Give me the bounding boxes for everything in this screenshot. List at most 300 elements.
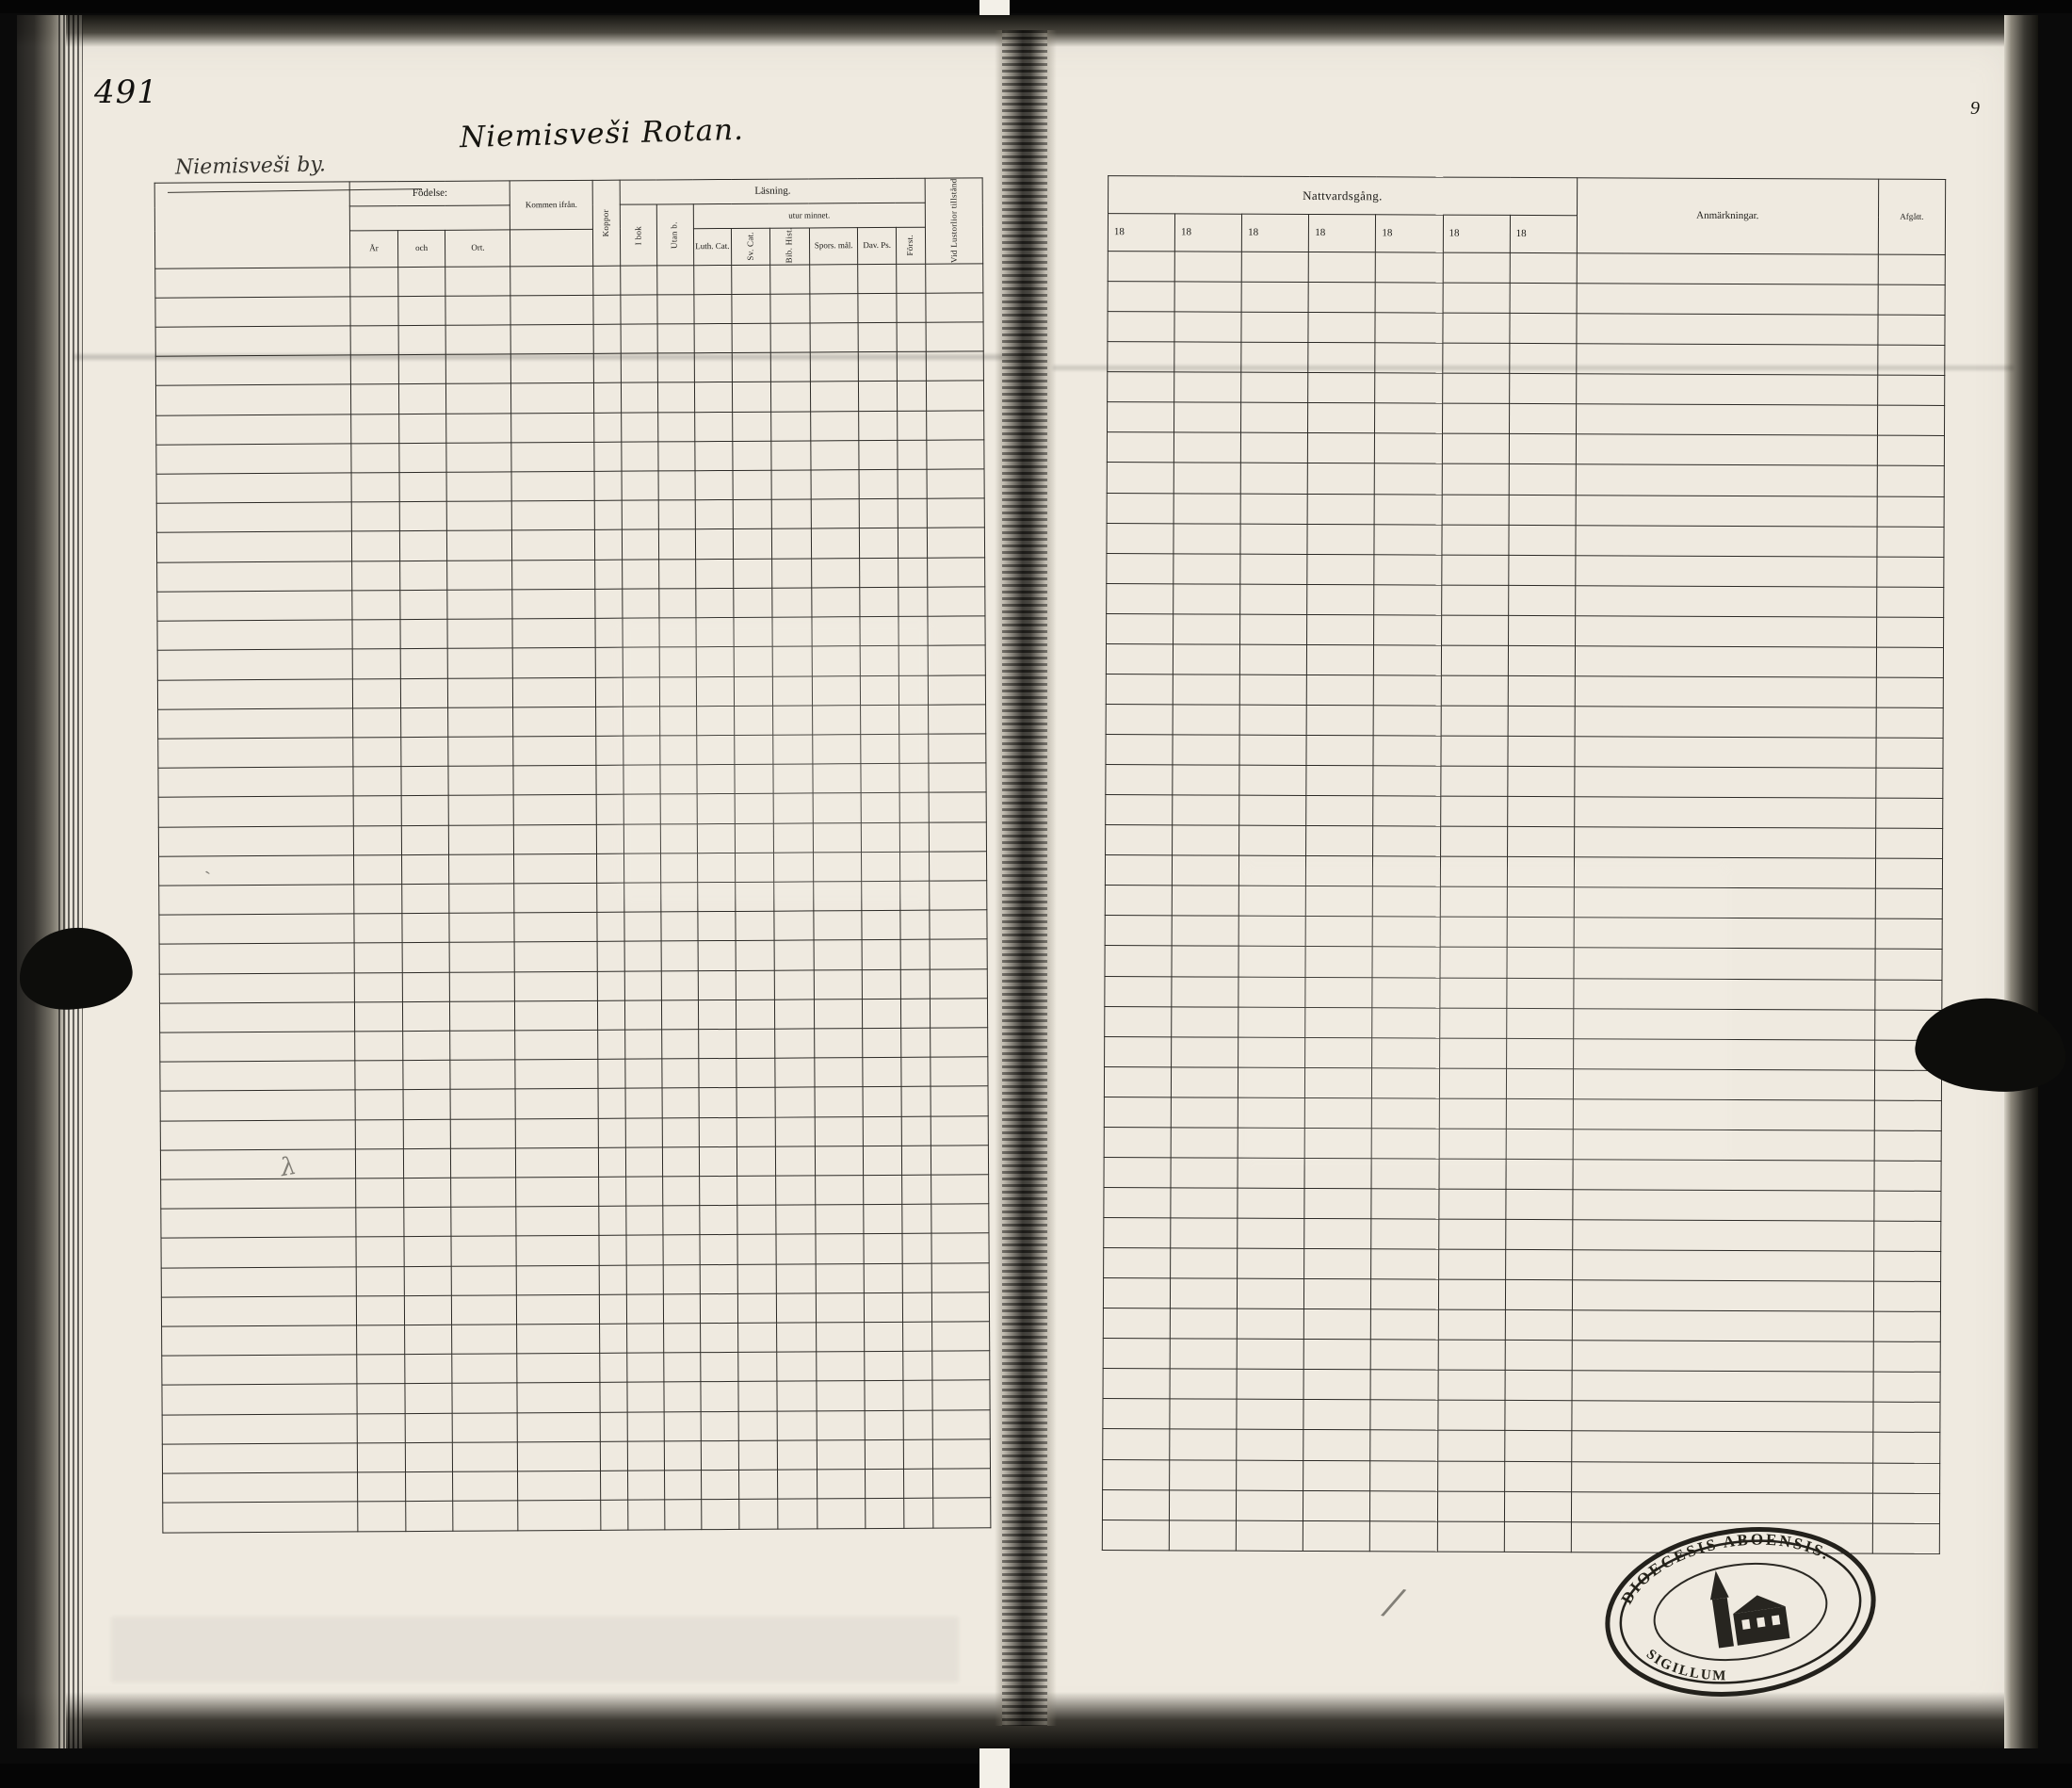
table-cell: [1370, 1430, 1437, 1460]
table-cell: [1104, 1187, 1171, 1217]
table-cell: [449, 824, 514, 854]
table-cell: [659, 589, 696, 618]
table-cell: [1572, 1431, 1873, 1462]
table-cell: [860, 587, 898, 616]
table-cell: [1374, 706, 1441, 736]
table-cell: [736, 941, 774, 970]
table-cell: [350, 326, 398, 356]
table-cell: [1237, 1369, 1303, 1399]
table-cell: [158, 708, 353, 739]
table-cell: [901, 1146, 931, 1175]
table-cell: [657, 324, 694, 353]
table-cell: [513, 707, 596, 737]
table-cell: [1375, 373, 1442, 403]
table-cell: [738, 1323, 777, 1352]
table-cell: [732, 265, 770, 294]
table-cell: [699, 1088, 737, 1117]
table-cell: [1103, 1429, 1170, 1459]
table-cell: [933, 1498, 991, 1528]
table-cell: [700, 1353, 738, 1382]
table-cell: [1240, 554, 1307, 584]
table-row: [1103, 1459, 1940, 1493]
table-cell: [1876, 768, 1943, 798]
table-cell: [1577, 284, 1878, 315]
table-cell: [865, 1292, 903, 1322]
table-cell: [403, 1148, 451, 1178]
table-cell: [929, 763, 986, 793]
table-cell: [356, 1178, 404, 1209]
table-cell: [1171, 1158, 1238, 1188]
table-cell: [621, 266, 657, 295]
table-cell: [700, 1323, 738, 1352]
table-cell: [933, 1469, 991, 1499]
table-cell: [155, 297, 350, 327]
table-cell: [698, 941, 737, 970]
table-cell: [516, 1177, 599, 1207]
table-cell: [403, 1178, 451, 1208]
table-cell: [400, 649, 448, 679]
table-cell: [665, 1500, 702, 1530]
table-cell: [902, 1234, 931, 1263]
table-cell: [1241, 282, 1308, 312]
table-cell: [816, 1234, 865, 1264]
table-cell: [1576, 464, 1877, 496]
table-cell: [1173, 765, 1239, 795]
table-cell: [662, 1117, 699, 1146]
table-cell: [511, 442, 594, 472]
table-cell: [353, 767, 401, 797]
table-cell: [453, 1442, 518, 1472]
table-cell: [1108, 312, 1174, 342]
table-cell: [1240, 494, 1307, 524]
table-cell: [775, 1116, 816, 1146]
table-cell: [860, 499, 898, 528]
table-cell: [1375, 403, 1442, 433]
table-cell: [864, 1205, 902, 1234]
table-cell: [1237, 1400, 1303, 1430]
table-cell: [1170, 1459, 1237, 1489]
table-cell: [405, 1413, 453, 1443]
table-cell: [1107, 493, 1174, 523]
table-cell: [158, 767, 353, 797]
table-cell: [354, 943, 402, 973]
table-cell: [737, 1264, 776, 1293]
table-cell: [448, 737, 513, 767]
table-cell: [518, 1501, 601, 1531]
table-cell: [814, 911, 863, 941]
table-cell: [1576, 404, 1877, 435]
table-cell: [770, 323, 811, 352]
table-cell: [1874, 1130, 1941, 1161]
table-cell: [865, 1322, 903, 1351]
table-cell: [1873, 1402, 1940, 1432]
table-cell: [1174, 372, 1241, 402]
table-cell: [163, 1472, 358, 1503]
table-cell: [1108, 372, 1174, 402]
table-cell: [155, 326, 350, 356]
table-cell: [1876, 798, 1943, 828]
table-cell: [1438, 1219, 1505, 1249]
table-cell: [155, 384, 350, 414]
table-cell: [928, 558, 985, 588]
table-cell: [510, 295, 593, 325]
table-cell: [663, 1324, 700, 1353]
table-cell: [623, 589, 659, 618]
table-cell: [600, 1383, 628, 1412]
table-cell: [1374, 615, 1441, 645]
table-row: [1108, 252, 1945, 285]
table-cell: [734, 559, 772, 588]
table-cell: [1170, 1399, 1237, 1429]
table-row: [1106, 704, 1943, 738]
table-cell: [1104, 1218, 1171, 1248]
table-cell: [866, 1410, 904, 1439]
table-row: [1103, 1399, 1940, 1433]
table-cell: [663, 1206, 700, 1235]
table-cell: [512, 618, 595, 648]
table-cell: [400, 707, 448, 738]
table-cell: [450, 1060, 515, 1090]
table-cell: [1443, 283, 1510, 313]
table-cell: [863, 1058, 901, 1087]
table-cell: [1107, 523, 1174, 553]
table-cell: [657, 295, 694, 324]
table-cell: [448, 795, 513, 825]
table-cell: [1174, 432, 1240, 463]
table-cell: [927, 469, 984, 499]
table-cell: [513, 648, 596, 678]
table-cell: [695, 471, 734, 500]
table-cell: [777, 1470, 817, 1499]
table-cell: [1102, 1489, 1169, 1520]
table-cell: [451, 1148, 516, 1178]
table-cell: [1874, 1221, 1941, 1251]
table-cell: [860, 528, 898, 558]
table-cell: [1107, 402, 1174, 432]
table-cell: [400, 590, 448, 620]
table-cell: [1172, 1036, 1238, 1066]
table-cell: [1303, 1520, 1370, 1552]
table-cell: [898, 558, 927, 587]
table-cell: [737, 1176, 776, 1205]
table-cell: [451, 1178, 516, 1208]
table-cell: [156, 531, 351, 561]
table-cell: [1172, 976, 1238, 1006]
table-cell: [859, 382, 898, 411]
table-cell: [1577, 314, 1878, 345]
table-cell: [866, 1499, 904, 1529]
table-cell: [1106, 674, 1173, 704]
table-cell: [514, 853, 597, 884]
table-cell: [401, 884, 449, 914]
table-cell: [931, 1175, 989, 1205]
table-cell: [597, 912, 625, 941]
table-cell: [452, 1383, 517, 1413]
table-cell: [353, 796, 401, 826]
table-cell: [1576, 495, 1877, 526]
archive-stamp: [1588, 1504, 1893, 1720]
table-cell: [157, 678, 352, 708]
table-cell: [598, 1089, 626, 1118]
table-cell: [699, 1206, 737, 1235]
table-cell: [931, 1028, 988, 1058]
table-cell: [658, 412, 695, 441]
table-cell: [1307, 584, 1374, 614]
table-cell: [448, 707, 513, 738]
table-cell: [622, 500, 658, 529]
table-cell: [658, 500, 695, 529]
table-cell: [400, 619, 448, 649]
table-row: [1103, 1278, 1940, 1312]
table-cell: [624, 912, 661, 941]
table-cell: [1308, 373, 1375, 403]
table-cell: [1373, 736, 1440, 766]
table-cell: [516, 1147, 599, 1178]
table-cell: [770, 412, 811, 441]
table-cell: [510, 324, 593, 354]
table-cell: [1103, 1308, 1170, 1339]
table-row: [1108, 282, 1945, 316]
table-cell: [358, 1502, 406, 1532]
table-cell: [1173, 644, 1239, 675]
table-cell: [352, 649, 400, 679]
table-cell: [448, 677, 513, 707]
table-cell: [858, 293, 897, 322]
table-cell: [621, 324, 657, 353]
table-cell: [1173, 825, 1239, 855]
table-cell: [662, 1059, 699, 1088]
table-cell: [1238, 1218, 1304, 1248]
table-cell: [157, 591, 352, 621]
table-cell: [1370, 1460, 1437, 1490]
table-cell: [777, 1411, 817, 1440]
table-cell: [399, 531, 447, 561]
table-cell: [1104, 1157, 1171, 1187]
table-cell: [771, 499, 812, 528]
table-cell: [1442, 464, 1509, 495]
table-cell: [352, 561, 400, 591]
table-cell: [927, 440, 984, 470]
left-head-dav-ps: Dav. Ps.: [858, 227, 897, 264]
table-cell: [1441, 585, 1508, 615]
table-cell: [356, 1295, 404, 1325]
table-cell: [733, 499, 771, 528]
table-cell: [1510, 252, 1577, 283]
table-cell: [155, 355, 350, 385]
table-cell: [1106, 825, 1173, 855]
table-cell: [627, 1411, 664, 1440]
table-cell: [1105, 946, 1172, 976]
table-cell: [662, 1030, 699, 1059]
table-cell: [1171, 1188, 1238, 1218]
table-cell: [397, 267, 445, 297]
table-cell: [1174, 402, 1241, 432]
table-cell: [866, 1439, 904, 1469]
table-cell: [452, 1325, 517, 1355]
table-cell: [512, 589, 595, 619]
table-cell: [1877, 405, 1944, 435]
table-cell: [353, 738, 401, 768]
table-cell: [1441, 675, 1508, 706]
table-cell: [1505, 1310, 1572, 1341]
table-cell: [1441, 525, 1508, 555]
table-cell: [157, 649, 352, 679]
table-cell: [1105, 976, 1172, 1006]
table-cell: [1304, 1279, 1371, 1309]
table-cell: [358, 1472, 406, 1503]
table-cell: [447, 619, 512, 649]
scan-highlight-1: [620, 618, 931, 901]
table-cell: [1238, 1278, 1304, 1308]
table-cell: [401, 766, 449, 796]
scan-highlight-2: [1241, 863, 1731, 1164]
table-cell: [1504, 1521, 1571, 1552]
table-row: [1104, 1187, 1941, 1221]
right-head-communion-group: Nattvardsgång.: [1109, 176, 1578, 216]
table-cell: [623, 560, 659, 589]
table-cell: [1107, 463, 1174, 493]
table-cell: [695, 559, 734, 588]
table-cell: [404, 1295, 452, 1325]
table-cell: [1169, 1520, 1236, 1551]
table-cell: [1104, 1097, 1171, 1127]
table-cell: [628, 1441, 665, 1471]
table-cell: [624, 941, 661, 970]
table-cell: [700, 1235, 738, 1264]
table-cell: [862, 940, 900, 969]
table-cell: [1375, 433, 1442, 463]
table-cell: [1509, 495, 1576, 525]
table-cell: [450, 1031, 515, 1061]
table-cell: [811, 528, 860, 559]
table-cell: [598, 1177, 626, 1206]
table-cell: [517, 1383, 600, 1413]
table-cell: [737, 1029, 775, 1058]
table-cell: [738, 1411, 777, 1440]
table-cell: [773, 911, 814, 940]
left-head-moved-from: [510, 229, 593, 266]
table-cell: [599, 1265, 627, 1294]
table-cell: [928, 645, 985, 675]
table-cell: [1504, 1461, 1571, 1491]
table-cell: [402, 913, 450, 943]
table-cell: [450, 971, 515, 1001]
table-cell: [405, 1384, 453, 1414]
table-cell: [404, 1237, 452, 1267]
table-cell: [1173, 795, 1239, 825]
table-cell: [695, 529, 734, 559]
table-cell: [1371, 1249, 1438, 1279]
right-head-year-2: 18: [1174, 214, 1241, 252]
table-cell: [738, 1382, 777, 1411]
table-cell: [1875, 858, 1942, 888]
table-cell: [1241, 312, 1308, 342]
table-cell: [159, 1002, 354, 1032]
table-cell: [1872, 1493, 1939, 1523]
table-cell: [1370, 1490, 1437, 1520]
table-cell: [1374, 554, 1441, 584]
table-cell: [817, 1499, 866, 1529]
table-cell: [352, 591, 400, 621]
table-cell: [810, 264, 859, 294]
table-cell: [352, 678, 400, 708]
table-cell: [1873, 1372, 1940, 1402]
table-cell: [777, 1499, 817, 1529]
table-cell: [929, 821, 986, 852]
table-cell: [1375, 463, 1442, 494]
table-row: [1106, 765, 1943, 799]
table-cell: [515, 971, 598, 1001]
table-cell: [353, 707, 401, 738]
table-cell: [903, 1439, 932, 1469]
left-head-birth-date: och: [397, 230, 445, 267]
table-cell: [600, 1353, 628, 1382]
table-cell: [932, 1322, 990, 1352]
table-cell: [900, 940, 930, 969]
table-cell: [354, 972, 402, 1002]
table-cell: [1108, 282, 1174, 312]
table-cell: [901, 1087, 931, 1116]
table-cell: [817, 1381, 866, 1411]
table-cell: [732, 323, 770, 352]
table-cell: [862, 911, 900, 940]
table-cell: [1508, 645, 1575, 675]
table-row: [1106, 825, 1943, 859]
table-cell: [815, 1087, 864, 1117]
table-cell: [733, 412, 771, 441]
table-cell: [926, 322, 983, 352]
table-cell: [162, 1384, 357, 1414]
table-cell: [593, 413, 622, 442]
scan-streak-2: [1053, 366, 2014, 370]
table-cell: [400, 737, 448, 767]
table-cell: [775, 1176, 816, 1205]
table-cell: [859, 440, 898, 469]
table-cell: [1876, 738, 1943, 768]
table-cell: [1506, 1189, 1573, 1219]
table-cell: [1104, 1066, 1171, 1097]
table-cell: [858, 322, 897, 351]
table-cell: [593, 295, 622, 324]
film-notch-bottom: [979, 1743, 1010, 1788]
table-cell: [160, 1119, 355, 1149]
table-cell: [1374, 524, 1441, 554]
table-cell: [699, 1176, 737, 1205]
table-cell: [737, 1088, 775, 1117]
table-cell: [811, 470, 860, 500]
table-cell: [1304, 1218, 1371, 1248]
table-cell: [699, 1146, 737, 1176]
table-cell: [1877, 436, 1944, 466]
table-cell: [1238, 1248, 1304, 1278]
table-cell: [1370, 1400, 1437, 1430]
table-cell: [517, 1294, 600, 1325]
table-cell: [930, 910, 987, 940]
table-cell: [738, 1440, 777, 1470]
table-cell: [1438, 1189, 1505, 1219]
table-cell: [932, 1351, 990, 1381]
table-row: [1107, 402, 1944, 436]
table-cell: [1577, 344, 1878, 375]
table-cell: [698, 970, 737, 1000]
table-cell: [594, 530, 623, 560]
page-edge-left-texture: [58, 15, 83, 1748]
table-cell: [404, 1207, 452, 1237]
table-cell: [1105, 855, 1172, 886]
table-cell: [1371, 1309, 1438, 1340]
table-row: [1103, 1369, 1940, 1403]
table-cell: [1441, 615, 1508, 645]
